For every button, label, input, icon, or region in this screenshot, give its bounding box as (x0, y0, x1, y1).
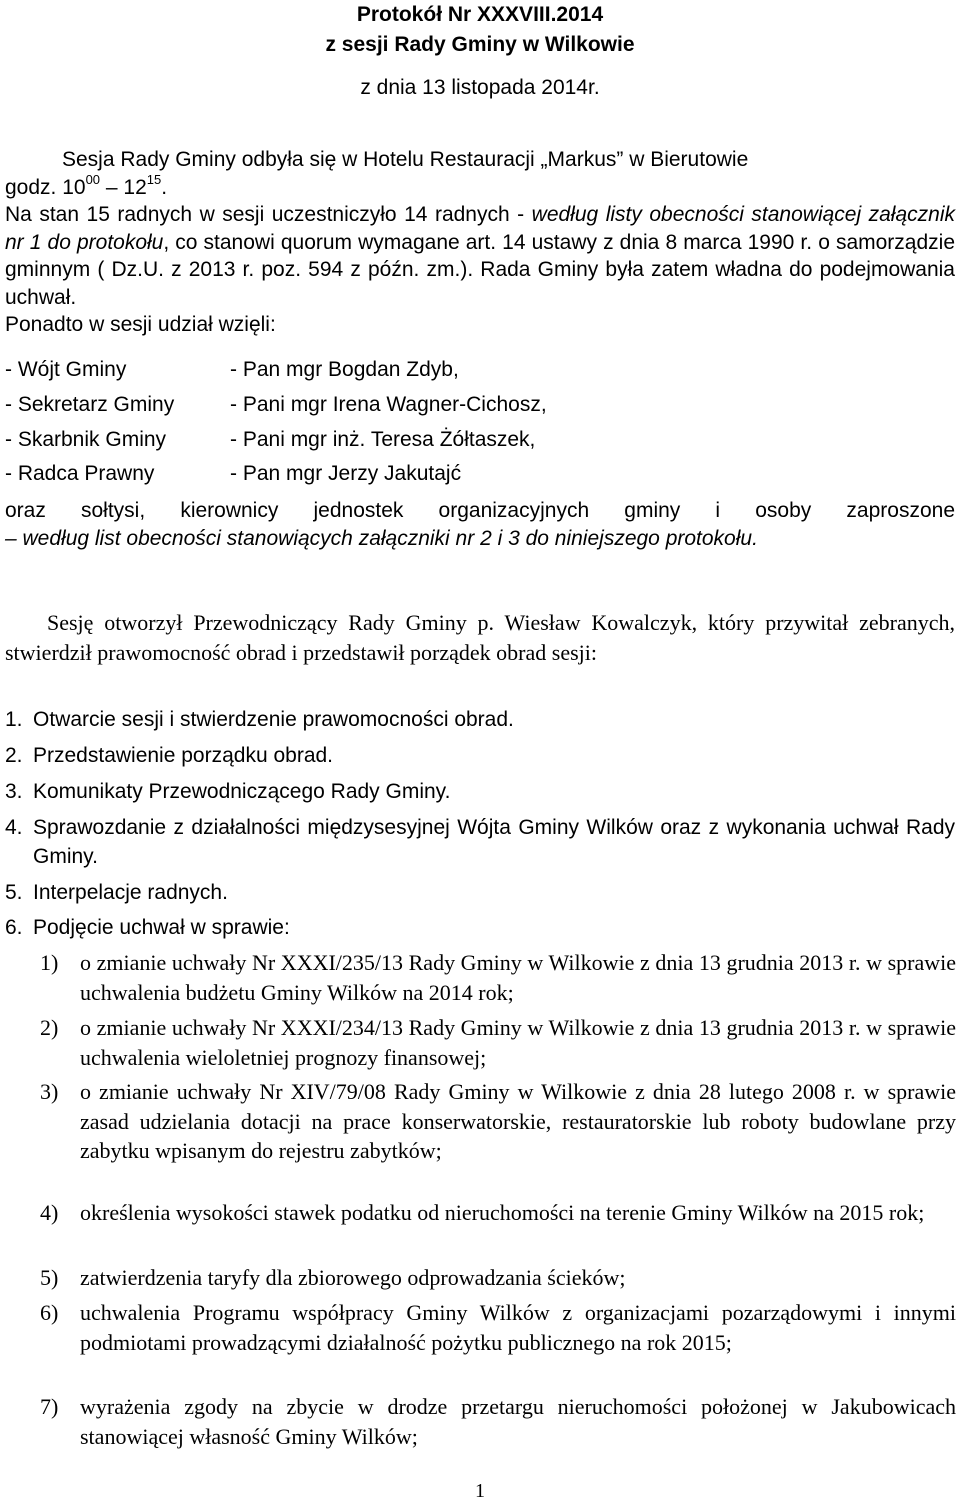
resolution-text: uchwalenia Programu współpracy Gminy Wilków z organizacjami pozarządowymi i innymi podmiotami prowadzącymi działalność pożytku publicznego na rok 2015; (80, 1300, 956, 1355)
agenda-text: Komunikaty Przewodniczącego Rady Gminy. (33, 780, 451, 803)
agenda-text: Przedstawienie porządku obrad. (33, 744, 334, 767)
intro-block (5, 146, 955, 339)
agenda-item (5, 913, 955, 942)
participant-role: - Skarbnik Gminy (5, 428, 167, 451)
agenda-number: 3. (5, 780, 23, 803)
resolution-number: 6) (40, 1300, 59, 1325)
agenda-item (5, 777, 955, 806)
agenda-number: 2. (5, 744, 23, 767)
agenda-text: Otwarcie sesji i stwierdzenie prawomocności obrad. (33, 708, 514, 731)
resolution-number: 2) (40, 1015, 59, 1040)
agenda-number: 1. (5, 708, 23, 731)
agenda-text: Podjęcie uchwał w sprawie: (33, 916, 290, 939)
agenda-item (5, 878, 955, 907)
resolution-item (40, 1298, 956, 1357)
resolution-text: o zmianie uchwały Nr XXXI/234/13 Rady Gminy w Wilkowie z dnia 13 grudnia 2013 r. w sprawie uchwalenia wieloletniej prognozy finansowej; (80, 1015, 956, 1070)
page-number: 1 (475, 1480, 485, 1502)
protocol-date: z dnia 13 listopada 2014r. (360, 76, 600, 99)
resolution-item (40, 1392, 956, 1451)
resolution-number: 7) (40, 1394, 59, 1419)
resolution-item (40, 1263, 956, 1293)
attendance-list-reference: według listy obecności stanowiącej załącznik nr 1 do protokołu (5, 203, 955, 254)
resolution-item (40, 1198, 956, 1228)
resolution-text: o zmianie uchwały Nr XIV/79/08 Rady Gminy w Wilkowie z dnia 28 lutego 2008 r. w sprawie zasad udzielania dotacji na prace konserwatorskie, restauratorskie lub roboty budowlane przy zabytku wpisanym do rejestru zabytków; (80, 1079, 956, 1163)
opening-paragraph: Sesję otworzył Przewodniczący Rady Gminy p. Wiesław Kowalczyk, który przywitał zebranych, stwierdził prawomocność obrad i przedstawił porządek obrad sesji: (5, 610, 955, 665)
resolution-item (40, 1077, 956, 1166)
session-time: godz. $10^{00} - 12^{15}$. (5, 171, 168, 199)
participant-name: - Pan mgr Bogdan Zdyb, (230, 358, 459, 381)
participant-role: - Sekretarz Gminy (5, 393, 175, 416)
agenda-item (5, 741, 955, 770)
agenda-number: 4. (5, 816, 23, 839)
resolution-number: 4) (40, 1200, 59, 1225)
participants-intro: Ponadto w sesji udział wzięli: (5, 313, 276, 336)
attendance-paragraph: Na stan 15 radnych w sesji uczestniczyło 14 radnych - według listy obecności stanowiącej załącznik nr 1 do protokołu, co stanowi quorum wymagane art. 14 ustawy z dnia 8 marca 1990 r. o samorządzie gminnym ( Dz.U. z 2013 r. poz. 594 z późn. zm.). Rada Gminy była zatem władna do podejmowania uchwał. (5, 203, 955, 309)
resolution-item (40, 948, 956, 1007)
venue-line: Sesja Rady Gminy odbyła się w Hotelu Restauracji „Markus” w Bierutowie (62, 148, 749, 171)
agenda-text: Interpelacje radnych. (33, 881, 228, 904)
resolution-number: 3) (40, 1079, 59, 1104)
resolution-text: zatwierdzenia taryfy dla zbiorowego odprowadzania ścieków; (80, 1265, 626, 1290)
participant-role: - Wójt Gminy (5, 358, 127, 381)
agenda-number: 5. (5, 881, 23, 904)
participant-role: - Radca Prawny (5, 462, 155, 485)
others-text: oraz sołtysi, kierownicy jednostek organizacyjnych gminy i osoby zaproszone (5, 499, 955, 522)
title-line-1: Protokół Nr XXXVIII.2014 (356, 3, 604, 26)
resolution-item (40, 1013, 956, 1072)
others-paragraph (5, 497, 955, 552)
resolution-text: określenia wysokości stawek podatku od nieruchomości na terenie Gminy Wilków na 2015 rok; (80, 1200, 925, 1225)
protocol-title (0, 0, 960, 60)
participant-name: - Pan mgr Jerzy Jakutajć (230, 462, 462, 485)
resolution-number: 1) (40, 950, 59, 975)
resolution-number: 5) (40, 1265, 59, 1290)
others-list-reference: – według list obecności stanowiących załączniki nr 2 i 3 do niniejszego protokołu. (5, 526, 758, 550)
title-line-2: z sesji Rady Gminy w Wilkowie (325, 33, 635, 56)
resolution-text: wyrażenia zgody na zbycie w drodze przetargu nieruchomości położonej w Jakubowicach stanowiącej własność Gminy Wilków; (80, 1394, 956, 1449)
agenda-number: 6. (5, 916, 23, 939)
resolution-text: o zmianie uchwały Nr XXXI/235/13 Rady Gminy w Wilkowie z dnia 13 grudnia 2013 r. w sprawie uchwalenia budżetu Gminy Wilków na 2014 rok; (80, 950, 956, 1005)
agenda-item (5, 813, 955, 871)
agenda-item (5, 705, 955, 734)
participant-name: - Pani mgr Irena Wagner-Cichosz, (230, 393, 547, 416)
participant-name: - Pani mgr inż. Teresa Żółtaszek, (230, 428, 536, 451)
agenda-text: Sprawozdanie z działalności międzysesyjnej Wójta Gminy Wilków oraz z wykonania uchwał Rady Gminy. (33, 816, 955, 868)
